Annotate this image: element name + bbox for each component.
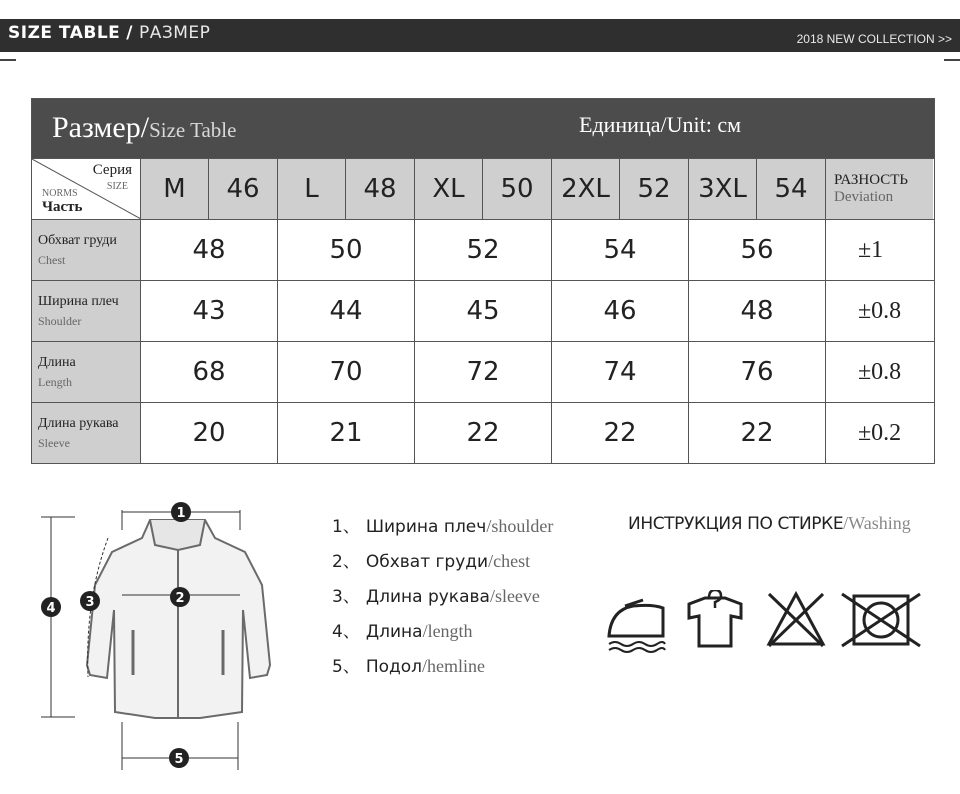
legend-ru: Подол xyxy=(365,657,423,677)
size-table xyxy=(31,98,935,464)
legend-num: 4、 xyxy=(332,622,360,642)
size-header-row xyxy=(32,159,934,220)
size-letter-m: M xyxy=(141,159,209,219)
table-row-length xyxy=(32,342,934,403)
jacket-outline xyxy=(87,520,270,718)
legend-ru: Длина рукава xyxy=(365,587,490,607)
header-title-ru: РАЗМЕР xyxy=(138,23,211,43)
legend-item xyxy=(332,652,553,687)
size-number-46: 46 xyxy=(209,159,278,219)
row-label-en: Sleeve xyxy=(38,435,70,450)
size-number-50: 50 xyxy=(483,159,552,219)
corner-size: SIZE xyxy=(106,181,128,192)
marker-4-label: 4 xyxy=(46,601,56,616)
table-cell: 52 xyxy=(415,220,552,280)
marker-2 xyxy=(170,587,190,607)
table-title-en: Size Table xyxy=(149,118,237,142)
deviation-header-en: Deviation xyxy=(834,189,894,205)
table-row-sleeve xyxy=(32,403,934,463)
table-title xyxy=(52,111,236,145)
deviation-cell: ±1 xyxy=(826,220,933,280)
unit-label: Единица/Unit: см xyxy=(579,112,742,137)
divider-tick-left xyxy=(0,59,16,61)
marker-1 xyxy=(171,502,191,522)
legend-num: 3、 xyxy=(332,587,360,607)
marker-3 xyxy=(80,591,100,611)
legend-num: 2、 xyxy=(332,552,360,572)
legend-en: /shoulder xyxy=(486,516,554,536)
table-cell: 74 xyxy=(552,342,689,402)
row-label xyxy=(32,342,141,402)
size-letter-2xl: 2XL xyxy=(552,159,620,219)
deviation-cell: ±0.8 xyxy=(826,342,933,402)
table-cell: 56 xyxy=(689,220,826,280)
table-cell: 44 xyxy=(278,281,415,341)
hand-wash-icon xyxy=(685,590,745,650)
legend-num: 1、 xyxy=(332,517,360,537)
size-number-48: 48 xyxy=(346,159,415,219)
table-cell: 72 xyxy=(415,342,552,402)
legend-num: 5、 xyxy=(332,657,360,677)
table-row-chest xyxy=(32,220,934,281)
jacket-diagram xyxy=(30,490,310,790)
header-title-en: SIZE TABLE xyxy=(8,23,121,43)
table-cell: 21 xyxy=(278,403,415,463)
row-label-en: Chest xyxy=(38,252,66,267)
washing-title xyxy=(628,513,911,534)
legend-en: /length xyxy=(422,621,473,641)
legend-en: /hemline xyxy=(422,656,486,676)
legend-en: /sleeve xyxy=(489,586,540,606)
corner-series: Серия xyxy=(92,162,132,178)
iron-icon xyxy=(605,596,667,654)
measurement-legend xyxy=(332,512,553,687)
row-label-ru: Ширина плеч xyxy=(38,293,119,309)
size-number-54: 54 xyxy=(757,159,826,219)
header-bar xyxy=(0,19,960,52)
table-row-shoulder xyxy=(32,281,934,342)
row-label-en: Length xyxy=(38,374,72,389)
legend-item xyxy=(332,547,553,582)
table-cell: 45 xyxy=(415,281,552,341)
washing-title-en: /Washing xyxy=(843,513,911,533)
table-cell: 22 xyxy=(552,403,689,463)
marker-1-label: 1 xyxy=(176,506,186,521)
legend-en: /chest xyxy=(488,551,531,571)
marker-4 xyxy=(41,597,61,617)
corner-cell xyxy=(32,159,141,219)
table-title-ru: Размер/ xyxy=(52,111,150,144)
table-cell: 43 xyxy=(141,281,278,341)
legend-item xyxy=(332,617,553,652)
deviation-header-ru: РАЗНОСТЬ xyxy=(834,172,909,188)
header-title xyxy=(8,23,210,43)
size-letter-l: L xyxy=(278,159,346,219)
row-label xyxy=(32,403,141,463)
table-cell: 22 xyxy=(689,403,826,463)
table-cell: 76 xyxy=(689,342,826,402)
legend-ru: Обхват груди xyxy=(365,552,489,572)
table-cell: 68 xyxy=(141,342,278,402)
row-label-en: Shoulder xyxy=(38,313,82,328)
do-not-bleach-icon xyxy=(765,590,827,650)
legend-ru: Ширина плеч xyxy=(365,517,487,537)
marker-2-label: 2 xyxy=(175,591,185,606)
table-title-bar xyxy=(32,99,934,159)
table-cell: 46 xyxy=(552,281,689,341)
table-cell: 22 xyxy=(415,403,552,463)
table-cell: 48 xyxy=(689,281,826,341)
do-not-tumble-dry-icon xyxy=(840,590,922,650)
size-letter-3xl: 3XL xyxy=(689,159,757,219)
table-cell: 48 xyxy=(141,220,278,280)
header-separator: / xyxy=(126,23,133,43)
collection-label: 2018 NEW COLLECTION >> xyxy=(796,32,952,46)
row-label-ru: Длина xyxy=(38,354,76,370)
corner-norms: NORMS xyxy=(42,188,78,199)
legend-ru: Длина xyxy=(365,622,423,642)
size-number-52: 52 xyxy=(620,159,689,219)
marker-5 xyxy=(169,748,189,768)
row-label xyxy=(32,220,141,280)
row-label-ru: Длина рукава xyxy=(38,415,119,431)
deviation-cell: ±0.8 xyxy=(826,281,933,341)
deviation-cell: ±0.2 xyxy=(826,403,933,463)
marker-3-label: 3 xyxy=(85,595,95,610)
corner-part: Часть xyxy=(42,199,83,215)
legend-item xyxy=(332,512,553,547)
marker-5-label: 5 xyxy=(174,752,184,767)
row-label xyxy=(32,281,141,341)
table-cell: 20 xyxy=(141,403,278,463)
deviation-header xyxy=(826,159,933,219)
legend-item xyxy=(332,582,553,617)
table-cell: 54 xyxy=(552,220,689,280)
size-letter-xl: XL xyxy=(415,159,483,219)
table-cell: 50 xyxy=(278,220,415,280)
table-cell: 70 xyxy=(278,342,415,402)
row-label-ru: Обхват груди xyxy=(38,232,117,248)
divider-tick-right xyxy=(944,59,960,61)
washing-title-ru: ИНСТРУКЦИЯ ПО СТИРКЕ xyxy=(628,514,844,534)
